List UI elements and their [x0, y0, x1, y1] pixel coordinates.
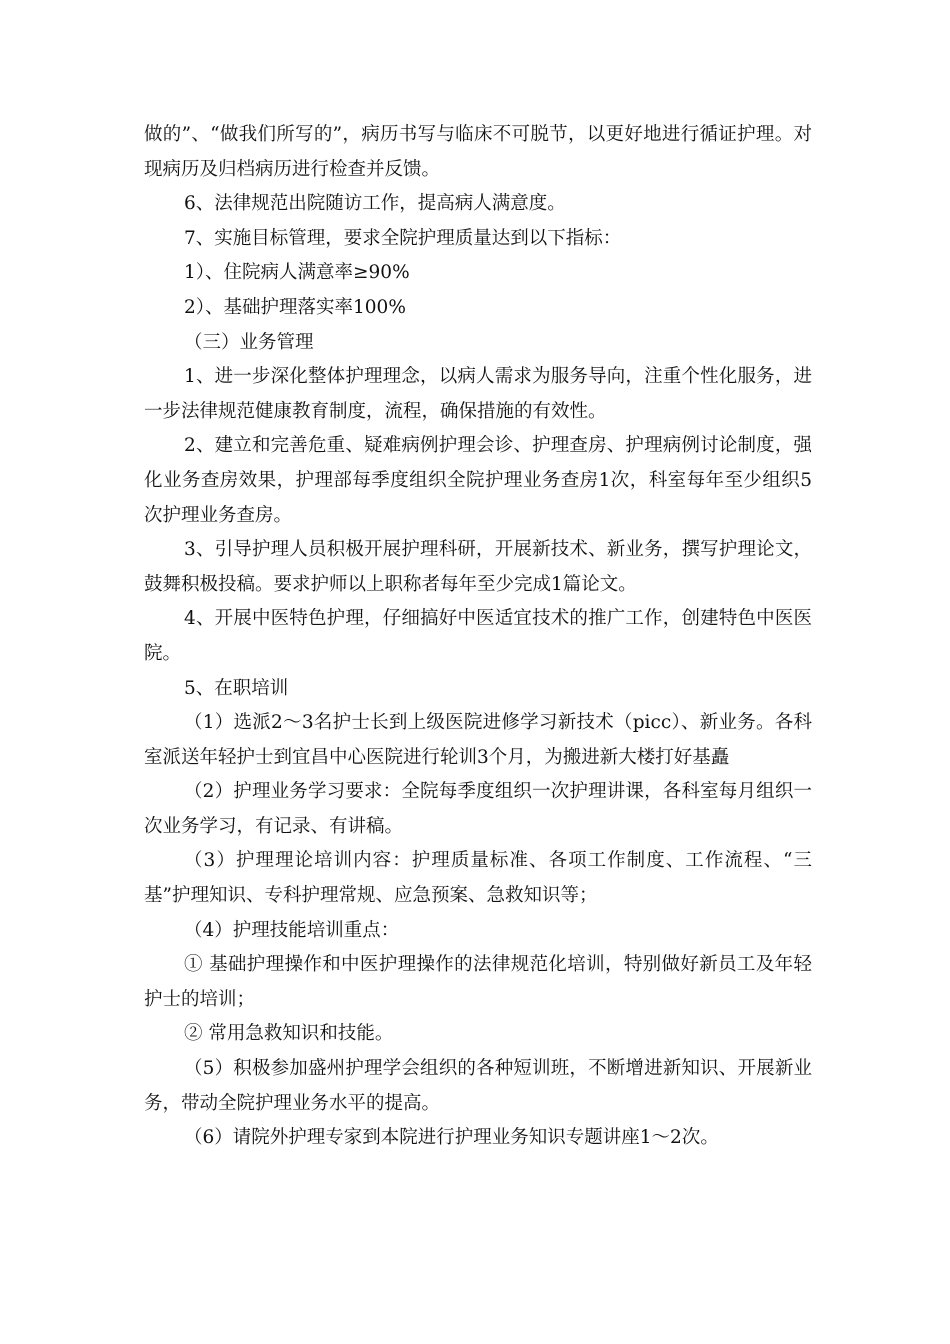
paragraph-19: （6）请院外护理专家到本院进行护理业务知识专题讲座1～2次。: [184, 1127, 719, 1149]
paragraph-1: 做的”、“做我们所写的”，病历书写与临床不可脱节，以更好地进行循证护理。对现病历及归档病历进行检查并反馈。: [144, 124, 812, 180]
paragraph-17: ② 常用急救知识和技能。: [184, 1023, 394, 1045]
paragraph-7: 1、进一步深化整体护理理念，以病人需求为服务导向，注重个性化服务，进一步法律规范健康教育制度，流程，确保措施的有效性。: [144, 366, 812, 422]
paragraph-11: 5、在职培训: [184, 677, 289, 699]
paragraph-12: （1）选派2～3名护士长到上级医院进修学习新技术（picc）、新业务。各科室派送年轻护士到宜昌中心医院进行轮训3个月，为搬进新大楼打好基矗: [144, 712, 812, 768]
paragraph-3: 7、实施目标管理，要求全院护理质量达到以下指标：: [184, 227, 622, 249]
paragraph-15: （4）护理技能培训重点：: [184, 919, 400, 941]
paragraph-8: 2、建立和完善危重、疑难病例护理会诊、护理查房、护理病例讨论制度，强化业务查房效果，护理部每季度组织全院护理业务查房1次，科室每年至少组织5次护理业务查房。: [144, 435, 812, 526]
paragraph-5: 2）、基础护理落实率100%: [184, 296, 406, 318]
paragraph-18: （5）积极参加盛州护理学会组织的各种短训班，不断增进新知识、开展新业务，带动全院护理业务水平的提高。: [144, 1058, 812, 1114]
paragraph-13: （2）护理业务学习要求：全院每季度组织一次护理讲课，各科室每月组织一次业务学习，有记录、有讲稿。: [144, 781, 812, 837]
paragraph-4: 1）、住院病人满意率≥90%: [184, 262, 410, 284]
paragraph-16: ① 基础护理操作和中医护理操作的法律规范化培训，特别做好新员工及年轻护士的培训；: [144, 954, 812, 1010]
paragraph-9: 3、引导护理人员积极开展护理科研，开展新技术、新业务，撰写护理论文，鼓舞积极投稿。要求护师以上职称者每年至少完成1篇论文。: [144, 539, 812, 595]
paragraph-10: 4、开展中医特色护理，仔细搞好中医适宜技术的推广工作，创建特色中医医院。: [144, 608, 812, 664]
section-heading-business-management: （三）业务管理: [184, 331, 314, 353]
paragraph-2: 6、法律规范出院随访工作，提高病人满意度。: [184, 193, 566, 215]
paragraph-14: （3）护理理论培训内容：护理质量标准、各项工作制度、工作流程、“三基”护理知识、专科护理常规、应急预案、急救知识等；: [144, 850, 812, 907]
document-body: [144, 118, 812, 1156]
